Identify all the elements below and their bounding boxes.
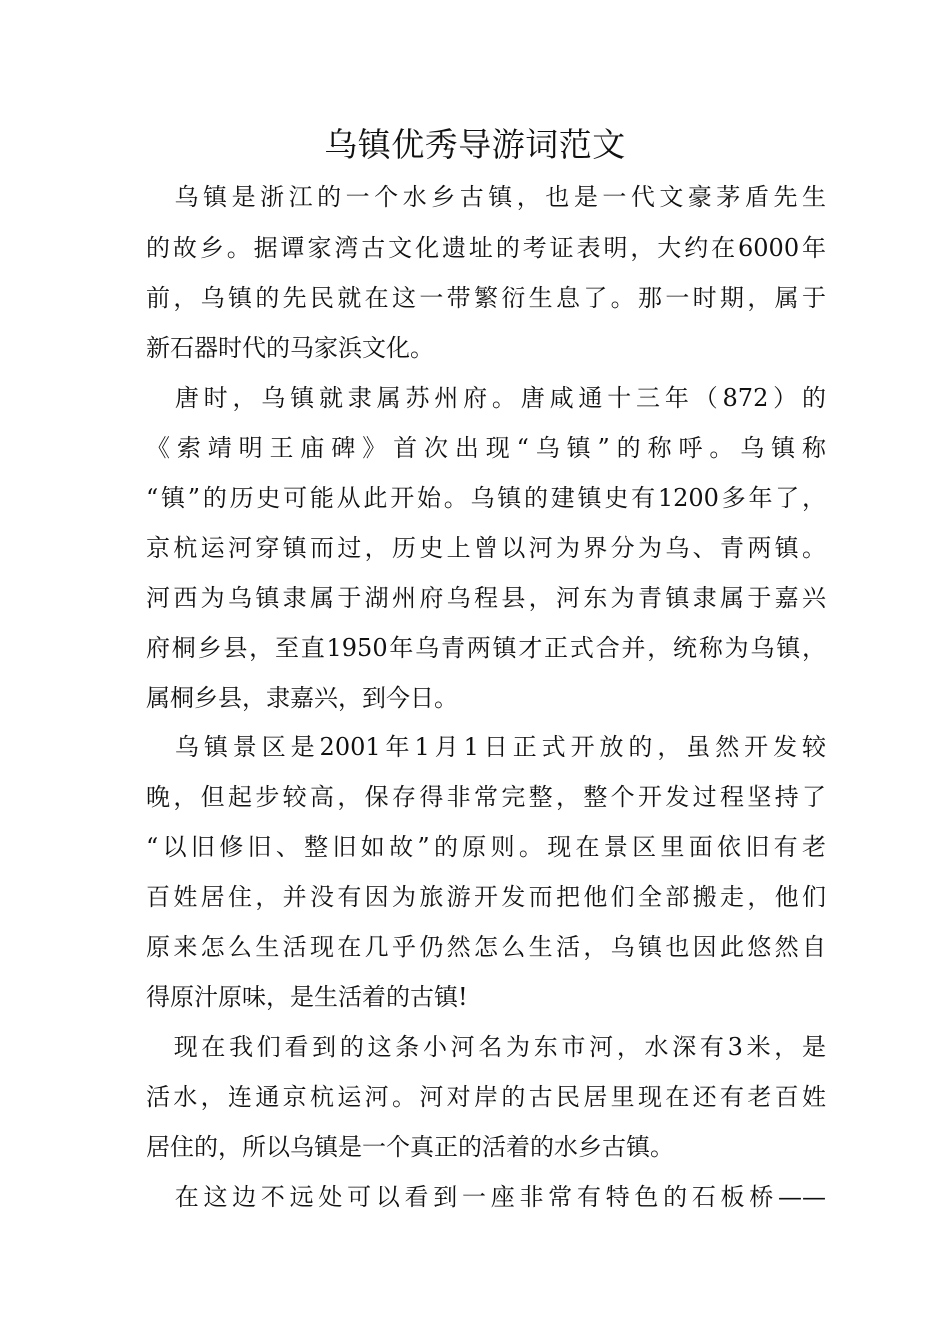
text-line: 晚，但起步较高，保存得非常完整，整个开发过程坚持了 — [146, 783, 826, 811]
text-line: 《索靖明王庙碑》首次出现“乌镇”的称呼。乌镇称 — [146, 434, 826, 462]
text-line: 京杭运河穿镇而过，历史上曾以河为界分为乌、青两镇。 — [146, 534, 826, 562]
document-title: 乌镇优秀导游词范文 — [324, 125, 626, 164]
text-line: 乌镇景区是2001年1月1日正式开放的，虽然开发较 — [146, 733, 826, 761]
text-line: 现在我们看到的这条小河名为东市河，水深有3米，是 — [146, 1033, 826, 1061]
text-line: 属桐乡县，隶嘉兴，到今日。 — [146, 684, 458, 712]
text-line: 的故乡。据谭家湾古文化遗址的考证表明，大约在6000年 — [146, 234, 826, 262]
text-line: 百姓居住，并没有因为旅游开发而把他们全部搬走，他们 — [146, 883, 826, 911]
text-line: 河西为乌镇隶属于湖州府乌程县，河东为青镇隶属于嘉兴 — [146, 584, 826, 612]
text-line: 在这边不远处可以看到一座非常有特色的石板桥—— — [146, 1183, 826, 1211]
text-line: 原来怎么生活现在几乎仍然怎么生活，乌镇也因此悠然自 — [146, 933, 826, 961]
text-line: 新石器时代的马家浜文化。 — [146, 334, 434, 362]
text-line: 活水，连通京杭运河。河对岸的古民居里现在还有老百姓 — [146, 1083, 826, 1111]
text-line: “镇”的历史可能从此开始。乌镇的建镇史有1200多年了， — [146, 484, 826, 512]
text-line: 唐时，乌镇就隶属苏州府。唐咸通十三年（872）的 — [146, 384, 826, 412]
text-line: “以旧修旧、整旧如故”的原则。现在景区里面依旧有老 — [146, 833, 826, 861]
text-line: 府桐乡县，至直1950年乌青两镇才正式合并，统称为乌镇， — [146, 634, 826, 662]
text-line: 乌镇是浙江的一个水乡古镇，也是一代文豪茅盾先生 — [146, 183, 826, 211]
text-line: 居住的，所以乌镇是一个真正的活着的水乡古镇。 — [146, 1133, 674, 1161]
text-line: 前，乌镇的先民就在这一带繁衍生息了。那一时期，属于 — [146, 284, 826, 312]
text-line: 得原汁原味，是生活着的古镇! — [146, 983, 468, 1011]
